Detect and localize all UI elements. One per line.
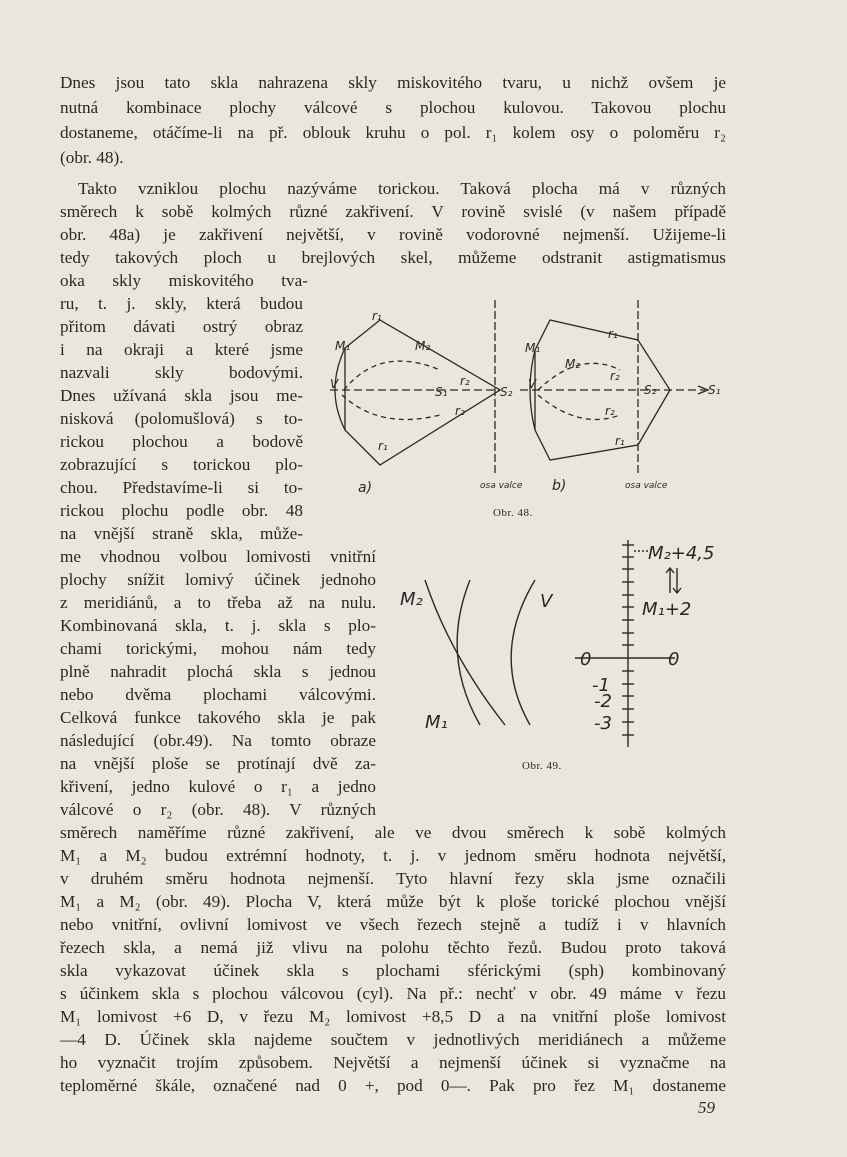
text-line: v druhém směru hodnota nejmenší. Tyto hlavní řezy skla jsme označili bbox=[60, 869, 726, 888]
label-m2-b: M₂ bbox=[565, 357, 581, 371]
figure-49-caption: Obr. 49. bbox=[522, 760, 562, 772]
neg-label: -1 bbox=[592, 675, 610, 696]
text-line: Celková funkce takového skla je pak bbox=[60, 708, 376, 727]
curve-m1-inner bbox=[457, 580, 480, 725]
text-line: rickou plochu podle obr. 48 bbox=[60, 501, 303, 520]
figure-48 bbox=[320, 290, 720, 530]
text-line: chami torickými, mohou nám tedy bbox=[60, 639, 376, 658]
lens-dash-arc-a bbox=[344, 361, 440, 390]
text-line: zobrazující s torickou plo- bbox=[60, 455, 303, 474]
label-m2-a: M₂ bbox=[415, 339, 431, 353]
zero-right-label: 0 bbox=[668, 649, 680, 670]
text-line: M₁ a M₂ budou extrémní hodnoty, t. j. v jednom směru hodnota největší, bbox=[60, 846, 726, 865]
label-m1-b: M₁ bbox=[525, 341, 541, 355]
text-line: tedy takových ploch u brejlových skel, můžeme odstranit astigmatismus bbox=[60, 248, 726, 267]
figure-48-caption: Obr. 48. bbox=[493, 507, 533, 519]
label-r1-b2: r₁ bbox=[615, 434, 625, 448]
label-s2-b: S₂ bbox=[644, 383, 657, 397]
text-line: plochy snížit lomivý účinek jednoho bbox=[60, 570, 376, 589]
scale-mid-label: M₁+2 bbox=[642, 599, 692, 620]
label-s1-a: S₁ bbox=[435, 385, 448, 399]
text-line: teploměrné škále, označené nad 0 +, pod 0—. Pak pro řez M₁ dostaneme bbox=[60, 1076, 726, 1095]
label-r1-a2: r₁ bbox=[378, 439, 388, 453]
axis-label-1: osa valce bbox=[480, 481, 523, 491]
label-b: b) bbox=[552, 478, 567, 494]
label-s1-b: S₁ bbox=[708, 383, 721, 397]
label-r2-b: r₂ bbox=[610, 369, 620, 383]
text-line: dostaneme, otáčíme-li na př. oblouk kruhu o pol. r₁ kolem osy o poloměru r₂ bbox=[60, 123, 726, 142]
text-line: ru, t. j. skly, která budou bbox=[60, 294, 303, 313]
label-a: a) bbox=[358, 480, 373, 496]
fig49-v-label: V bbox=[540, 591, 553, 612]
text-line: s účinkem skla s plochou válcovou (cyl). Na př.: nechť v obr. 49 máme v řezu bbox=[60, 984, 726, 1003]
text-line: Takto vzniklou plochu nazýváme torickou. Taková plocha má v různých bbox=[78, 179, 726, 198]
text-line: plně nahradit plochá skla s jednou bbox=[60, 662, 376, 681]
text-line: —4 D. Účinek skla najdeme součtem v jednotlivých meridiánech a můžeme bbox=[60, 1030, 726, 1049]
text-line: křivení, jedno kulové o r₁ a jedno bbox=[60, 777, 376, 796]
text-line: M₁ a M₂ (obr. 49). Plocha V, která může být k ploše torické plochou vnější bbox=[60, 892, 726, 911]
neg-label: -3 bbox=[594, 713, 612, 734]
text-line: Kombinovaná skla, t. j. skla s plo- bbox=[60, 616, 376, 635]
label-r2-b2: r₂ bbox=[605, 404, 615, 418]
text-line: následující (obr.49). Na tomto obraze bbox=[60, 731, 376, 750]
text-line: rickou plochou a bodově bbox=[60, 432, 303, 451]
text-line: na vnější ploše se protínají dvě za- bbox=[60, 754, 376, 773]
label-v-b: V bbox=[528, 377, 537, 391]
text-line: směrech naměříme různé zakřivení, ale ve dvou směrech k sobě kolmých bbox=[60, 823, 726, 842]
text-line: i na okraji a které jsme bbox=[60, 340, 303, 359]
text-line: nebo vnitřní, ovlivní lomivost ve všech řezech stejně a tudíž i v hlavních bbox=[60, 915, 726, 934]
label-r1-b: r₁ bbox=[608, 327, 618, 341]
text-line: nazvali skly bodovými. bbox=[60, 363, 303, 382]
label-v-a: V bbox=[330, 377, 339, 391]
label-s2-a: S₂ bbox=[500, 385, 513, 399]
text-line: (obr. 48). bbox=[60, 148, 124, 167]
text-line: oka skly miskovitého tva- bbox=[60, 271, 308, 290]
text-line: přitom dávati ostrý obraz bbox=[60, 317, 303, 336]
text-line: M₁ lomivost +6 D, v řezu M₂ lomivost +8,5 D a na vnitřní ploše lomivost bbox=[60, 1007, 726, 1026]
text-line: nisková (polomušlová) s to- bbox=[60, 409, 303, 428]
text-line: ho vyznačit trojím způsobem. Největší a nejmenší účinek si vyznačme na bbox=[60, 1053, 726, 1072]
text-line: z meridiánů, a to třeba až na nulu. bbox=[60, 593, 376, 612]
label-r2-a2: r₂ bbox=[455, 404, 465, 418]
label-r2-a: r₂ bbox=[460, 374, 470, 388]
text-line: nebo dvěma plochami válcovými. bbox=[60, 685, 376, 704]
text-line: skla vykazovat účinek skla s plochami sférickými (sph) kombinovaný bbox=[60, 961, 726, 980]
fig49-m1-label: M₁ bbox=[425, 712, 448, 733]
page-number: 59 bbox=[698, 1098, 715, 1117]
text-line: na vnější straně skla, může- bbox=[60, 524, 303, 543]
text-line: Dnes jsou tato skla nahrazena skly miskovitého tvaru, u nichž ovšem je bbox=[60, 73, 726, 92]
text-line: obr. 48a) je zakřivení největší, v rovině vodorovné nejmenší. Užijeme-li bbox=[60, 225, 726, 244]
scale-top-label: M₂+4,5 bbox=[648, 543, 715, 564]
neg-label: -2 bbox=[594, 691, 612, 712]
text-line: nutná kombinace plochy válcové s plochou kulovou. Takovou plochu bbox=[60, 98, 726, 117]
fig49-m2-label: M₂ bbox=[400, 589, 423, 610]
axis-label-2: osa valce bbox=[625, 481, 668, 491]
curve-v bbox=[511, 580, 535, 725]
text-line: válcové o r₂ (obr. 48). V různých bbox=[60, 800, 376, 819]
zero-left-label: 0 bbox=[580, 649, 592, 670]
text-line: směrech k sobě kolmých různé zakřivení. V rovině svislé (v našem případě bbox=[60, 202, 726, 221]
lens-dash-arc-a2 bbox=[342, 395, 440, 420]
label-r1-a: r₁ bbox=[372, 309, 382, 323]
text-line: řezech skla, a nemá již vlivu na polohu těchto řezů. Budou proto taková bbox=[60, 938, 726, 957]
label-m1-a: M₁ bbox=[335, 339, 351, 353]
text-line: Dnes užívaná skla jsou me- bbox=[60, 386, 303, 405]
figure-49 bbox=[390, 535, 720, 755]
curve-m2 bbox=[425, 580, 505, 725]
text-line: chou. Představíme-li si to- bbox=[60, 478, 303, 497]
arrow-down bbox=[673, 568, 681, 593]
arrow-up bbox=[666, 568, 674, 593]
text-line: me vhodnou volbou lomivosti vnitřní bbox=[60, 547, 376, 566]
